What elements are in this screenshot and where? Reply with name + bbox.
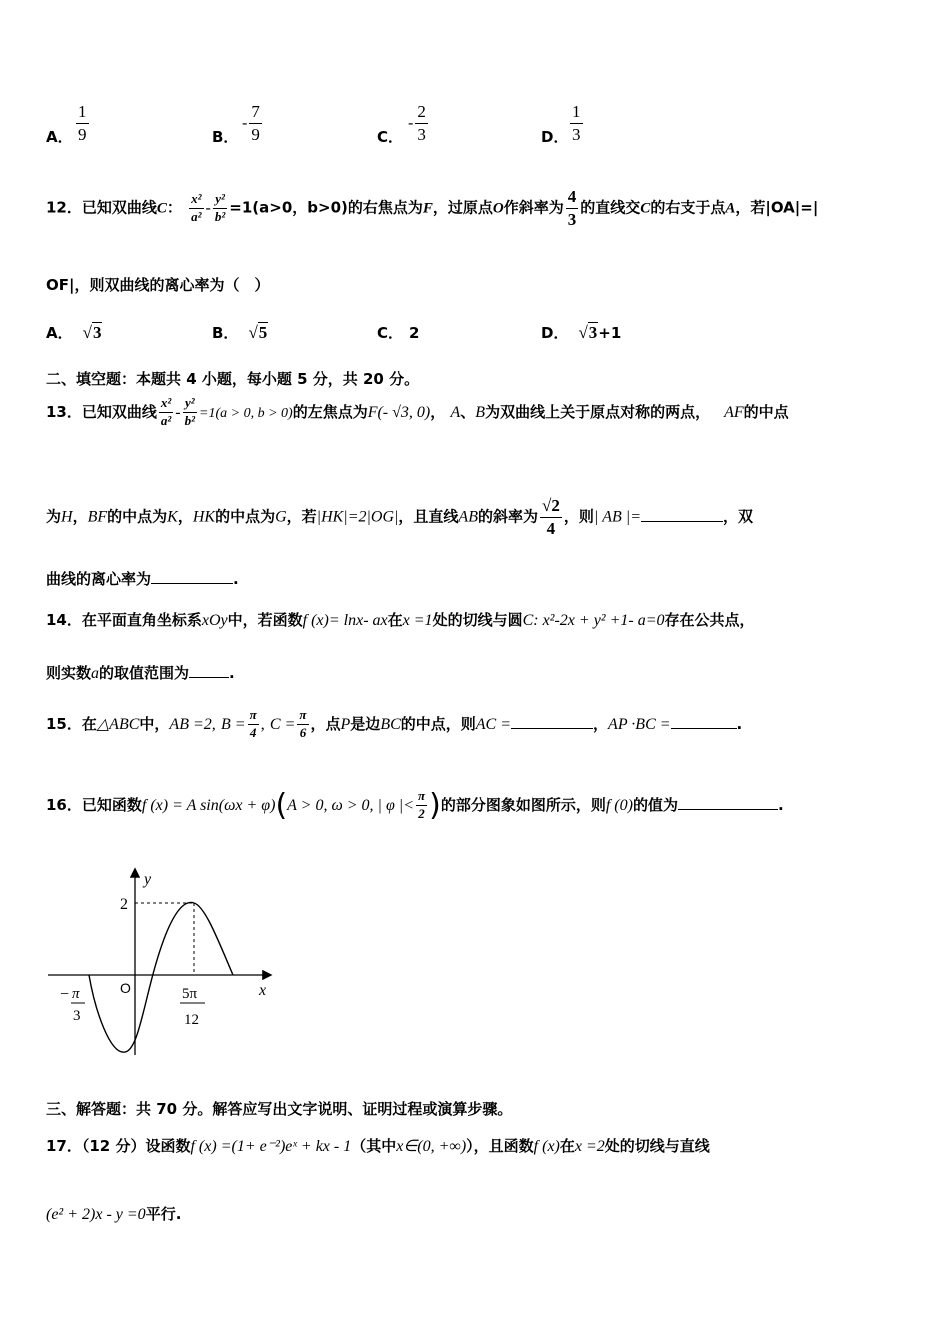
q12-option-a: A． √3 bbox=[46, 323, 102, 342]
function-graph bbox=[40, 860, 280, 1070]
q12-option-c: C． 2 bbox=[377, 324, 420, 342]
section-2-heading: 二、填空题：本题共 4 小题，每小题 5 分，共 20 分。 bbox=[46, 370, 420, 388]
y-axis-label: y bbox=[144, 871, 152, 888]
x-neg-sign: − bbox=[60, 986, 70, 1003]
question-14: 14．在平面直角坐标系xOy中，若函数f (x)= lnx- ax在x =1处的切线与圆C: x²-2x + y² +1- a=0存在公共点， bbox=[46, 611, 755, 629]
q11-option-c-letter: C． bbox=[377, 128, 404, 146]
answer-blank[interactable] bbox=[151, 583, 233, 584]
answer-blank[interactable] bbox=[678, 809, 778, 810]
sine-curve bbox=[89, 902, 233, 1052]
q11-option-b-letter: B． bbox=[212, 128, 239, 146]
question-13: 13．已知双曲线 $\frac{\text{x²}}{\text{a²}}$ - $\frac{\text{y²}}{\text{b²}}$ =1(a > 0, b > 0)的左焦点为F(- √3, 0)， A、B为双曲线上关于原点对称的两点， AF的中点 bbox=[46, 395, 789, 428]
q11-option-a-letter: A． bbox=[46, 128, 73, 146]
x-pos-den: 12 bbox=[184, 1012, 199, 1028]
x-neg-num: π bbox=[72, 986, 80, 1002]
q11-option-d-value: $\frac{1}{3}$ bbox=[572, 102, 581, 144]
answer-blank[interactable] bbox=[511, 728, 593, 729]
question-12-line2: OF|，则双曲线的离心率为（ ） bbox=[46, 276, 270, 294]
question-12: 12．已知双曲线C： $\frac{\text{x²}}{\text{a²}}$ - $\frac{\text{y²}}{\text{b²}}$ =1(a>0，b>0)的右焦点为F，过原点O作斜率为 $\frac{4}{3}$ 的直线交C的右支于点A，若|OA|=| bbox=[46, 187, 819, 229]
q11-option-b-value: - $\frac{7}{9}$ bbox=[242, 102, 260, 144]
answer-blank[interactable] bbox=[189, 677, 229, 678]
question-15: 15．在△ABC中，AB =2, B = $\frac{\pi}{4}$ , C = $\frac{\pi}{6}$ ，点P是边BC的中点，则AC = ，AP ·BC = . bbox=[46, 707, 743, 740]
q11-option-a-value: $\frac{1}{9}$ bbox=[78, 102, 87, 144]
section-3-heading: 三、解答题：共 70 分。解答应写出文字说明、证明过程或演算步骤。 bbox=[46, 1100, 513, 1118]
question-13-line2: 为H，BF的中点为K，HK的中点为G，若|HK|=2|OG|，且直线AB的斜率为 $\frac{√2}{4}$ ，则| AB |= ，双 bbox=[46, 496, 753, 538]
answer-blank[interactable] bbox=[641, 521, 723, 522]
x-axis-label: x bbox=[259, 982, 267, 999]
question-17: 17．（12 分）设函数f (x) =(1+ e⁻²)eˣ + kx - 1（其中x∈(0, +∞)），且函数f (x)在x =2处的切线与直线 bbox=[46, 1137, 710, 1155]
answer-blank[interactable] bbox=[671, 728, 737, 729]
x-neg-den: 3 bbox=[73, 1008, 81, 1024]
origin-label: O bbox=[120, 980, 131, 996]
question-17-line2: (e² + 2)x - y =0平行. bbox=[46, 1205, 182, 1223]
question-16: 16．已知函数f (x) = A sin(ωx + φ)(A > 0, ω > 0, | φ |< $\frac{\pi}{2}$ )的部分图象如图所示，则f (0)的值为 . bbox=[46, 788, 784, 823]
q11-option-d-letter: D． bbox=[541, 128, 569, 146]
q12-option-d: D． √3+1 bbox=[541, 323, 622, 342]
y-tick-label: 2 bbox=[120, 896, 128, 913]
q12-option-b: B． √5 bbox=[212, 323, 268, 342]
question-13-line3: 曲线的离心率为 . bbox=[46, 570, 239, 588]
x-pos-num: 5π bbox=[182, 986, 198, 1002]
q11-option-c-value: - $\frac{2}{3}$ bbox=[408, 102, 426, 144]
question-14-line2: 则实数a的取值范围为 . bbox=[46, 664, 235, 682]
